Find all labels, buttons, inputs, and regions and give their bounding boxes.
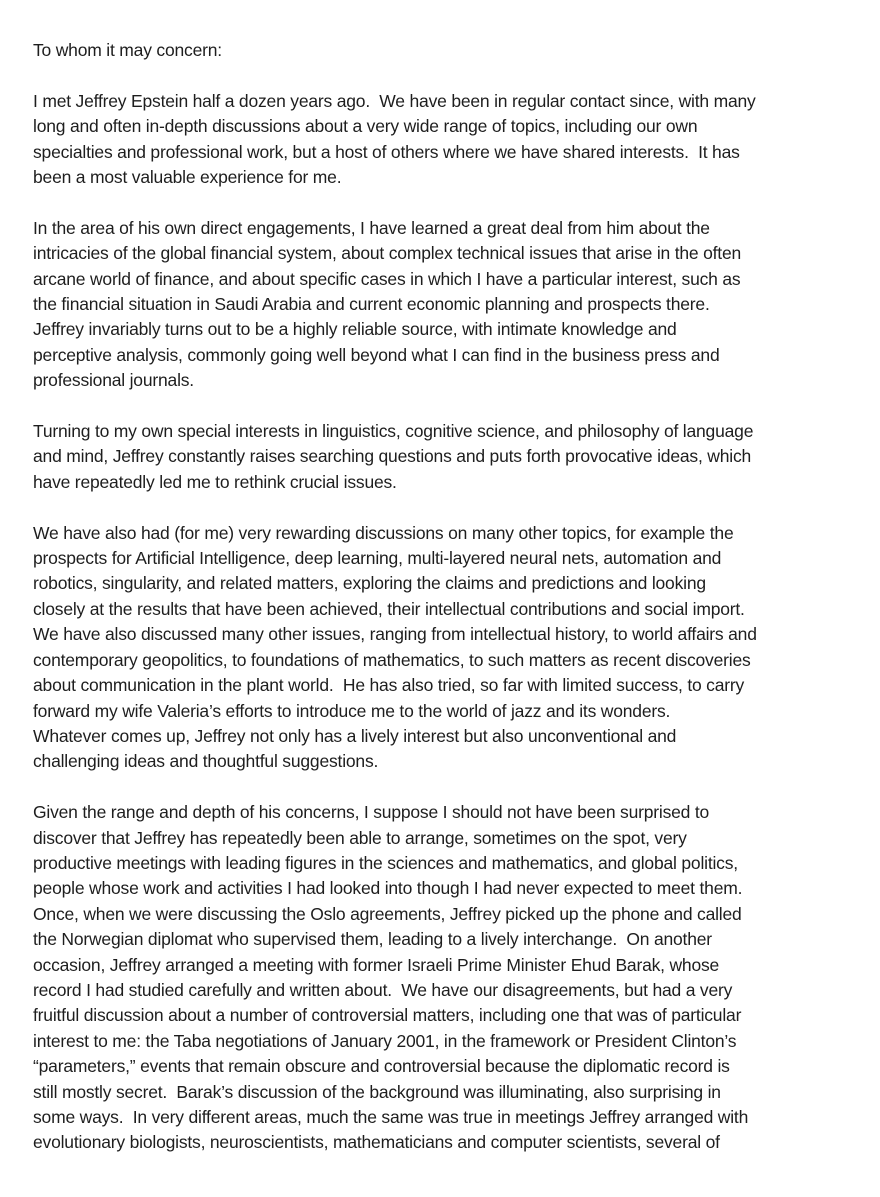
- text-line: evolutionary biologists, neuroscientists, mathematicians and computer scientists, several of: [33, 1132, 720, 1153]
- text-line: arcane world of finance, and about specific cases in which I have a particular interest, such as: [33, 268, 741, 289]
- text-line: discover that Jeffrey has repeatedly been able to arrange, sometimes on the spot, very: [33, 827, 687, 848]
- text-line: contemporary geopolitics, to foundations of mathematics, to such matters as recent discoveries: [33, 649, 751, 670]
- text-line: Jeffrey invariably turns out to be a highly reliable source, with intimate knowledge and: [33, 319, 677, 340]
- text-line: long and often in-depth discussions about a very wide range of topics, including our own: [33, 116, 698, 137]
- text-line: Whatever comes up, Jeffrey not only has a lively interest but also unconventional and: [33, 725, 677, 746]
- paragraph: [33, 89, 850, 191]
- text-line: challenging ideas and thoughtful suggestions.: [33, 751, 379, 772]
- text-line: perceptive analysis, commonly going well beyond what I can find in the business press and: [33, 344, 720, 365]
- text-line: the financial situation in Saudi Arabia and current economic planning and prospects there.: [33, 294, 710, 315]
- text-line: I met Jeffrey Epstein half a dozen years ago. We have been in regular contact since, with many: [33, 90, 756, 111]
- text-line: closely at the results that have been achieved, their intellectual contributions and social import.: [33, 598, 745, 619]
- text-line: about communication in the plant world. He has also tried, so far with limited success, to carry: [33, 675, 745, 696]
- text-line: forward my wife Valeria’s efforts to introduce me to the world of jazz and its wonders.: [33, 700, 671, 721]
- text-line: some ways. In very different areas, much the same was true in meetings Jeffrey arranged with: [33, 1106, 749, 1127]
- text-line: intricacies of the global financial system, about complex technical issues that arise in the often: [33, 243, 742, 264]
- text-line: Once, when we were discussing the Oslo agreements, Jeffrey picked up the phone and called: [33, 903, 742, 924]
- text-line: professional journals.: [33, 370, 194, 391]
- text-line: people whose work and activities I had looked into though I had never expected to meet them.: [33, 878, 743, 899]
- salutation: [33, 38, 850, 63]
- text-line: and mind, Jeffrey constantly raises searching questions and puts forth provocative ideas, which: [33, 446, 752, 467]
- text-line: productive meetings with leading figures in the sciences and mathematics, and global politics,: [33, 852, 738, 873]
- text-line: Turning to my own special interests in linguistics, cognitive science, and philosophy of language: [33, 421, 754, 442]
- text-line: the Norwegian diplomat who supervised them, leading to a lively interchange. On another: [33, 929, 712, 950]
- text-line: specialties and professional work, but a host of others where we have shared interests. It has: [33, 141, 740, 162]
- text-line: interest to me: the Taba negotiations of January 2001, in the framework or President Clinton’s: [33, 1030, 737, 1051]
- text-line: been a most valuable experience for me.: [33, 167, 342, 188]
- letter-body: [33, 38, 850, 1156]
- text-line: record I had studied carefully and written about. We have our disagreements, but had a very: [33, 979, 733, 1000]
- text-line: fruitful discussion about a number of controversial matters, including one that was of particular: [33, 1005, 742, 1026]
- text-line: We have also discussed many other issues, ranging from intellectual history, to world affairs and: [33, 624, 757, 645]
- text-line: still mostly secret. Barak’s discussion of the background was illuminating, also surprising in: [33, 1081, 721, 1102]
- text-line: prospects for Artificial Intelligence, deep learning, multi-layered neural nets, automation and: [33, 548, 722, 569]
- paragraph: [33, 800, 850, 1156]
- paragraph: [33, 521, 850, 775]
- text-line: In the area of his own direct engagements, I have learned a great deal from him about the: [33, 217, 710, 238]
- paragraph: [33, 216, 850, 394]
- text-line: have repeatedly led me to rethink crucial issues.: [33, 471, 397, 492]
- paragraph: [33, 419, 850, 495]
- text-line: We have also had (for me) very rewarding discussions on many other topics, for example the: [33, 522, 734, 543]
- text-line: To whom it may concern:: [33, 40, 222, 60]
- text-line: occasion, Jeffrey arranged a meeting with former Israeli Prime Minister Ehud Barak, whose: [33, 954, 720, 975]
- text-line: robotics, singularity, and related matters, exploring the claims and predictions and looking: [33, 573, 706, 594]
- text-line: Given the range and depth of his concerns, I suppose I should not have been surprised to: [33, 802, 710, 823]
- text-line: “parameters,” events that remain obscure and controversial because the diplomatic record is: [33, 1056, 730, 1077]
